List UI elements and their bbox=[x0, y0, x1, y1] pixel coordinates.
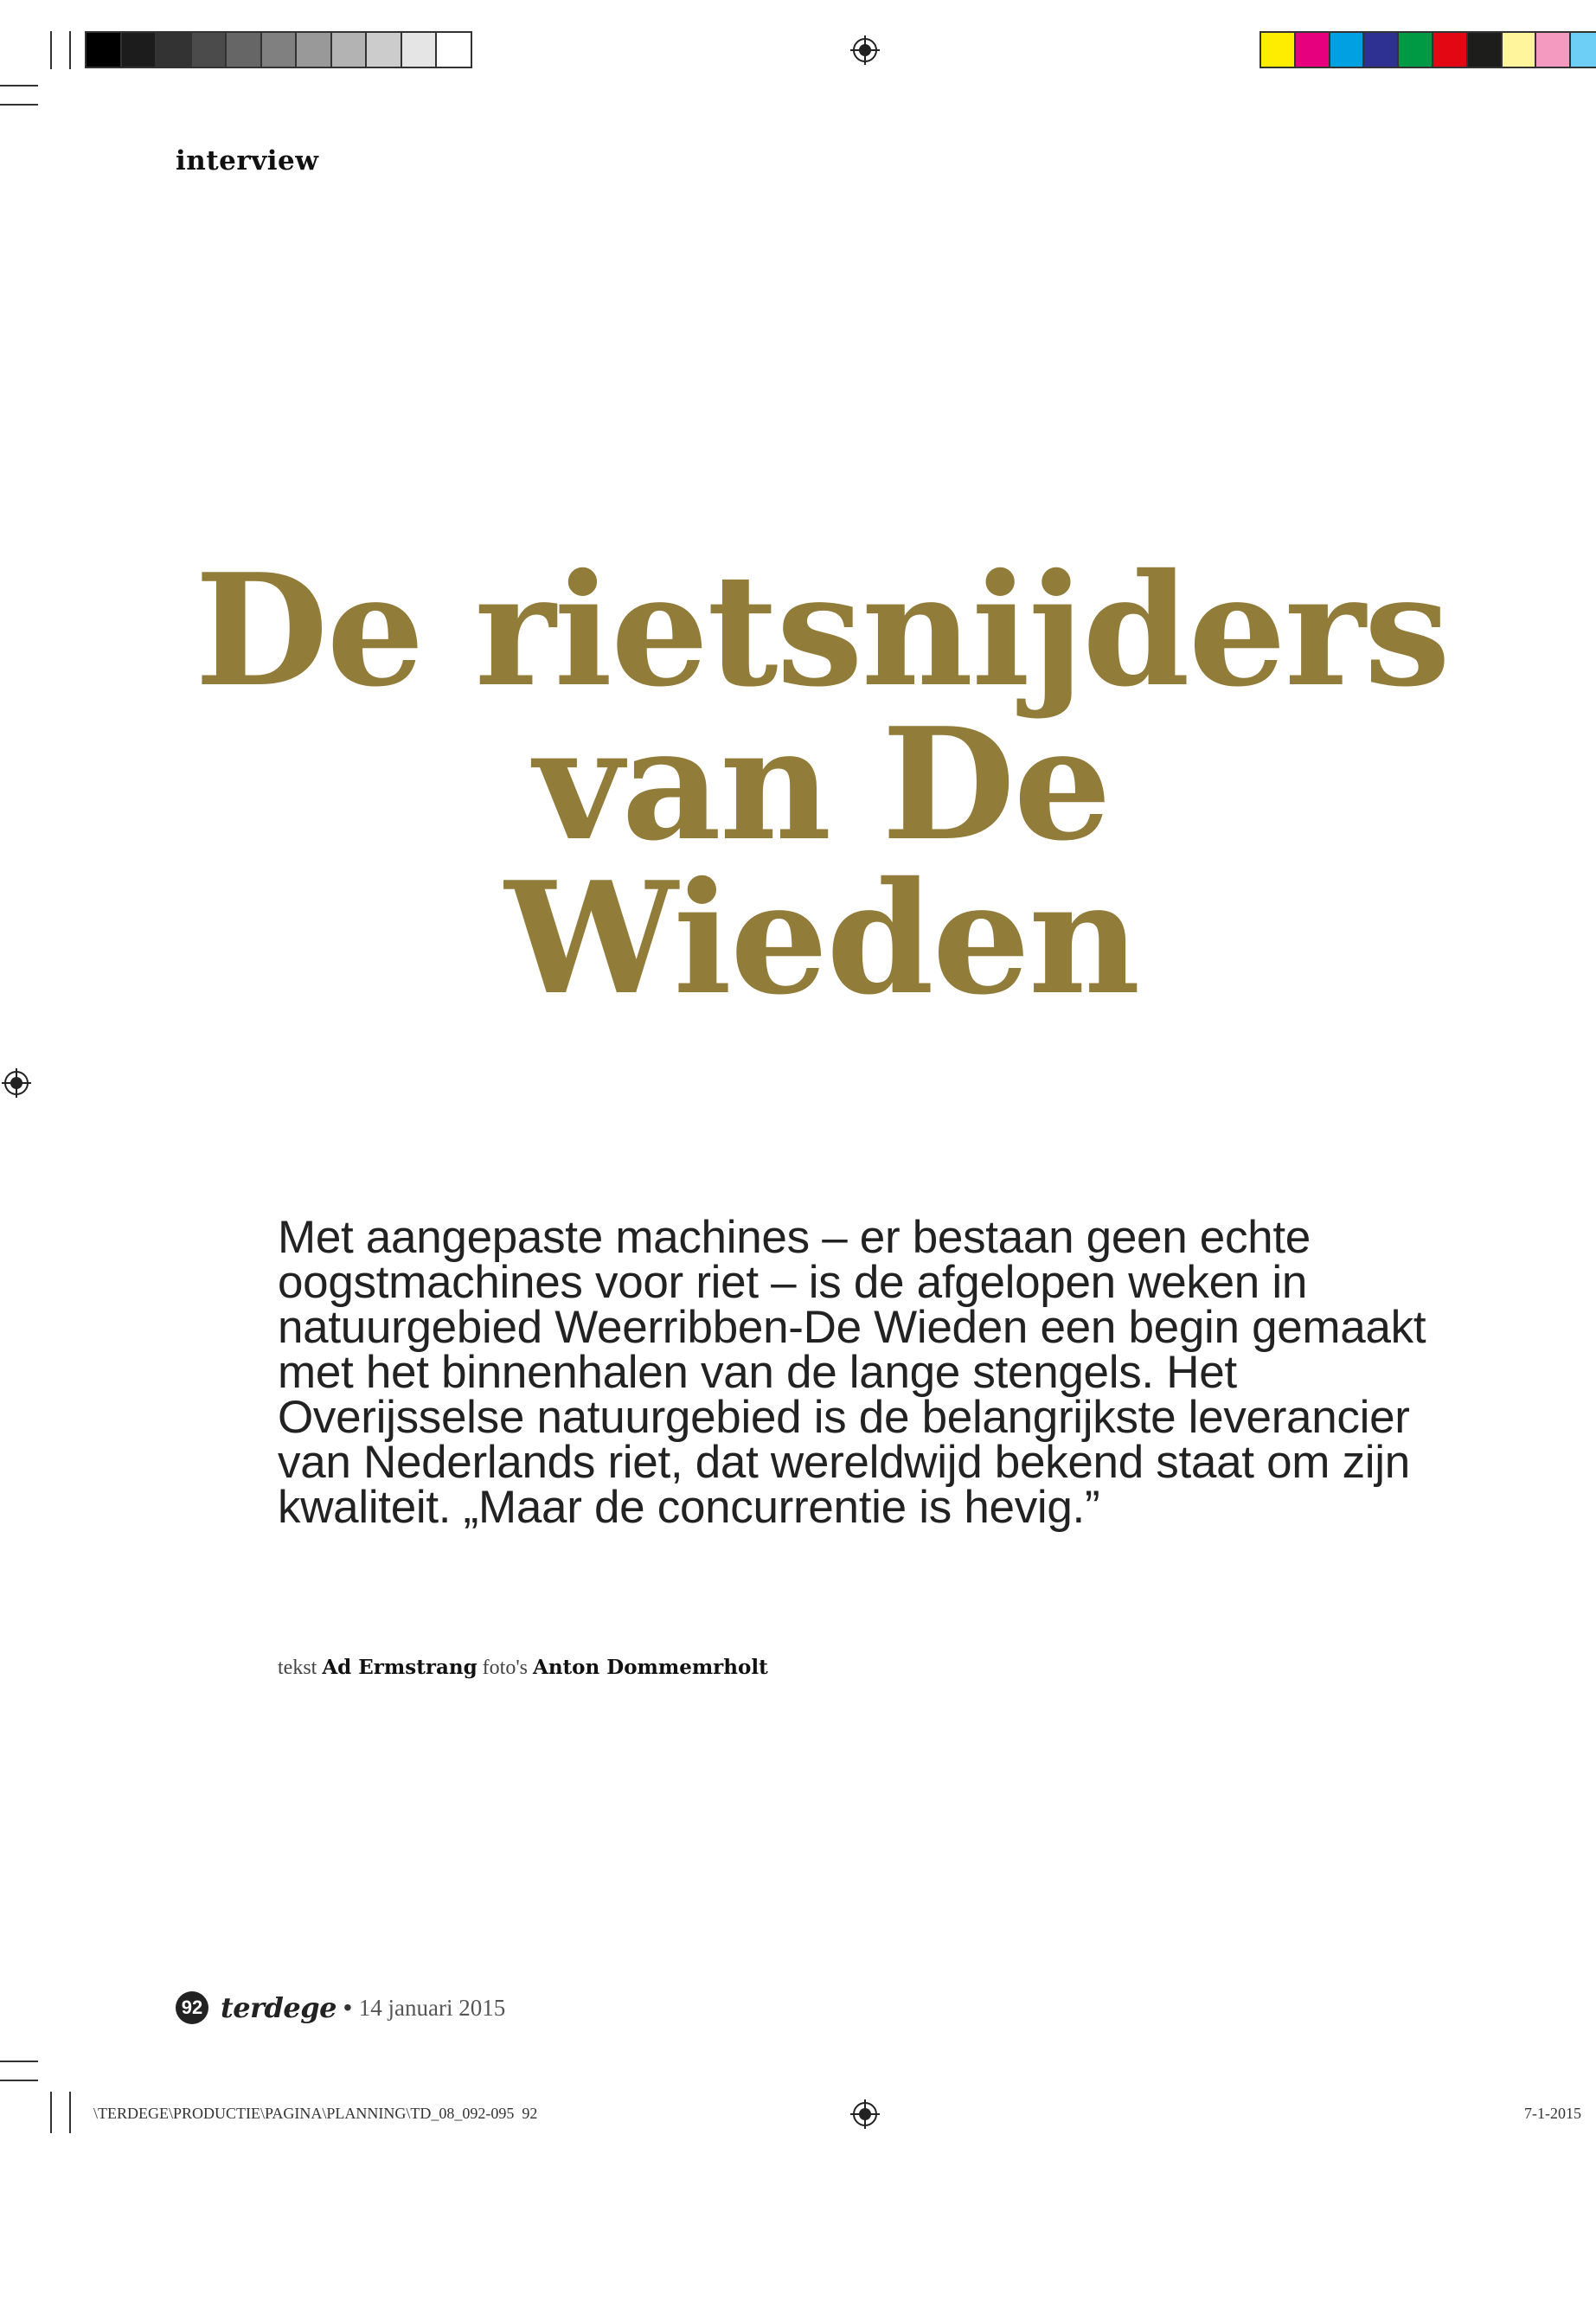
gray-swatch bbox=[157, 33, 192, 67]
credits-author: Ad Ermstrang bbox=[322, 1656, 478, 1679]
magazine-logo: terdege bbox=[221, 1991, 337, 2024]
credits-photographer: Anton Dommemrholt bbox=[532, 1656, 768, 1679]
print-slug-date: 7-1-2015 bbox=[1524, 2105, 1581, 2122]
slug-page: 92 bbox=[522, 2105, 538, 2122]
gray-calibration-strip bbox=[85, 31, 472, 68]
gray-swatch bbox=[367, 33, 402, 67]
article-intro: Met aangepaste machines – er bestaan geen echte oogstmachines voor riet – is de afgelopen weken in natuurgebied Weerribben-De Wieden een begin gemaakt met het binnenhalen van de lange stengels. Het Overijsselse natuurgebied is de belangrijkste leverancier van Nederlands riet, dat wereldwijd bekend staat om zijn kwaliteit. „Maar de concurrentie is hevig.” bbox=[278, 1212, 1426, 1533]
color-swatch bbox=[1571, 33, 1596, 67]
color-swatch bbox=[1536, 33, 1571, 67]
crop-mark bbox=[69, 31, 71, 69]
gray-swatch bbox=[192, 33, 228, 67]
footer-bullet: • bbox=[343, 1994, 352, 2021]
article-credits bbox=[278, 1656, 768, 1680]
crop-mark bbox=[0, 2061, 38, 2062]
print-slug-path bbox=[93, 2105, 537, 2123]
article-title bbox=[182, 540, 1462, 1029]
crop-mark bbox=[0, 2080, 38, 2081]
title-line: De rietsnijders bbox=[195, 540, 1449, 721]
issue-date: 14 januari 2015 bbox=[358, 1994, 506, 2021]
crop-mark bbox=[69, 2092, 71, 2133]
color-swatch bbox=[1364, 33, 1399, 67]
gray-swatch bbox=[297, 33, 332, 67]
color-calibration-strip bbox=[1259, 31, 1596, 68]
gray-swatch bbox=[122, 33, 157, 67]
section-label: interview bbox=[176, 145, 319, 176]
crop-mark bbox=[0, 85, 38, 87]
gray-swatch bbox=[402, 33, 438, 67]
gray-swatch bbox=[332, 33, 368, 67]
page-footer bbox=[176, 1991, 505, 2024]
gray-swatch bbox=[87, 33, 122, 67]
credits-text-label: tekst bbox=[278, 1657, 317, 1679]
registration-mark-icon bbox=[850, 35, 880, 65]
color-swatch bbox=[1433, 33, 1468, 67]
color-swatch bbox=[1261, 33, 1296, 67]
gray-swatch bbox=[437, 33, 471, 67]
crop-mark bbox=[50, 31, 52, 69]
title-line: Wieden bbox=[504, 848, 1139, 1029]
slug-path: \TERDEGE\PRODUCTIE\PAGINA\PLANNING\TD_08_092-095 bbox=[93, 2105, 515, 2122]
color-swatch bbox=[1468, 33, 1503, 67]
registration-mark-icon bbox=[2, 1068, 31, 1098]
gray-swatch bbox=[262, 33, 298, 67]
color-swatch bbox=[1399, 33, 1433, 67]
color-swatch bbox=[1503, 33, 1537, 67]
title-line: van De bbox=[534, 694, 1110, 875]
gray-swatch bbox=[227, 33, 262, 67]
page-number-badge: 92 bbox=[176, 1991, 208, 2024]
color-swatch bbox=[1296, 33, 1330, 67]
color-swatch bbox=[1330, 33, 1365, 67]
credits-photo-label: foto's bbox=[482, 1657, 528, 1679]
crop-mark bbox=[50, 2092, 52, 2133]
registration-mark-icon bbox=[850, 2099, 880, 2129]
crop-mark bbox=[0, 104, 38, 106]
